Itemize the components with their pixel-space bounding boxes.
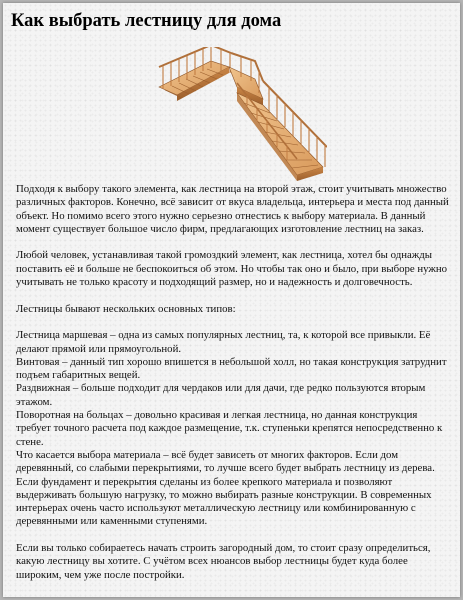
paragraph-durability: Любой человек, устанавливая такой громоздкий элемент, как лестница, хотел бы однажды поставить её и больше не беспокоиться об этом. Но чтобы так оно и было, при выборе нужно учитывать не только красоту и подходящий размер, но и надежность и долговечность. <box>16 249 448 289</box>
upper-flight <box>159 47 231 101</box>
article-body <box>16 183 454 595</box>
list-item: Поворотная на больцах – довольно красивая и легкая лестница, но данная конструкция требует точного расчета под каждое размещение, т.к. ступеньки крепятся непосредственно к стене. <box>16 409 443 448</box>
list-item: Что касается выбора материала – всё будет зависеть от многих факторов. Если дом деревянный, со слабыми перекрытиями, то лучше всего будет выбрать лестницу из дерева. Если фундамент и перекрытия сделаны из более крепкого материала и позволяют выдерживать большую нагрузку, то можно выбирать разные конструкции. В современных интерьерах очень часто используют металлическую лестницу или комбинированную с деревянными или каменными ступенями. <box>16 448 435 528</box>
paragraph-intro: Подходя к выбору такого элемента, как лестница на второй этаж, стоит учитывать множество различных факторов. Конечно, всё зависит от вкуса владельца, интерьера и места под данный объект. Но помимо всего этого нужно серьезно отнестись к выбору материала. В данный момент существует большое число фирм, предлагающих изготовление лестниц на заказ. <box>16 183 449 235</box>
paragraph-types-heading: Лестницы бывают нескольких основных типов: <box>16 302 236 315</box>
stair-types-list <box>16 329 454 528</box>
page-title: Как выбрать лестницу для дома <box>11 11 282 31</box>
list-item: Лестница маршевая – одна из самых популярных лестниц, та, к которой все привыкли. Её делают прямой или прямоугольной. <box>16 329 431 355</box>
list-item: Винтовая – данный тип хорошо впишется в небольшой холл, но такая конструкция затруднит подъем габаритных вещей. <box>16 355 447 382</box>
paragraph-closing: Если вы только собираетесь начать строить загородный дом, то стоит сразу определиться, какую лестницу вы хотите. С учётом всех нюансов выбор лестницы будет куда более широким, чем уже после постройки. <box>16 542 431 581</box>
article-page <box>3 3 460 597</box>
list-item: Раздвижная – больше подходит для чердаков или для дачи, где редко пользуются вторым этажом. <box>16 382 426 408</box>
staircase-illustration-icon <box>151 47 327 185</box>
